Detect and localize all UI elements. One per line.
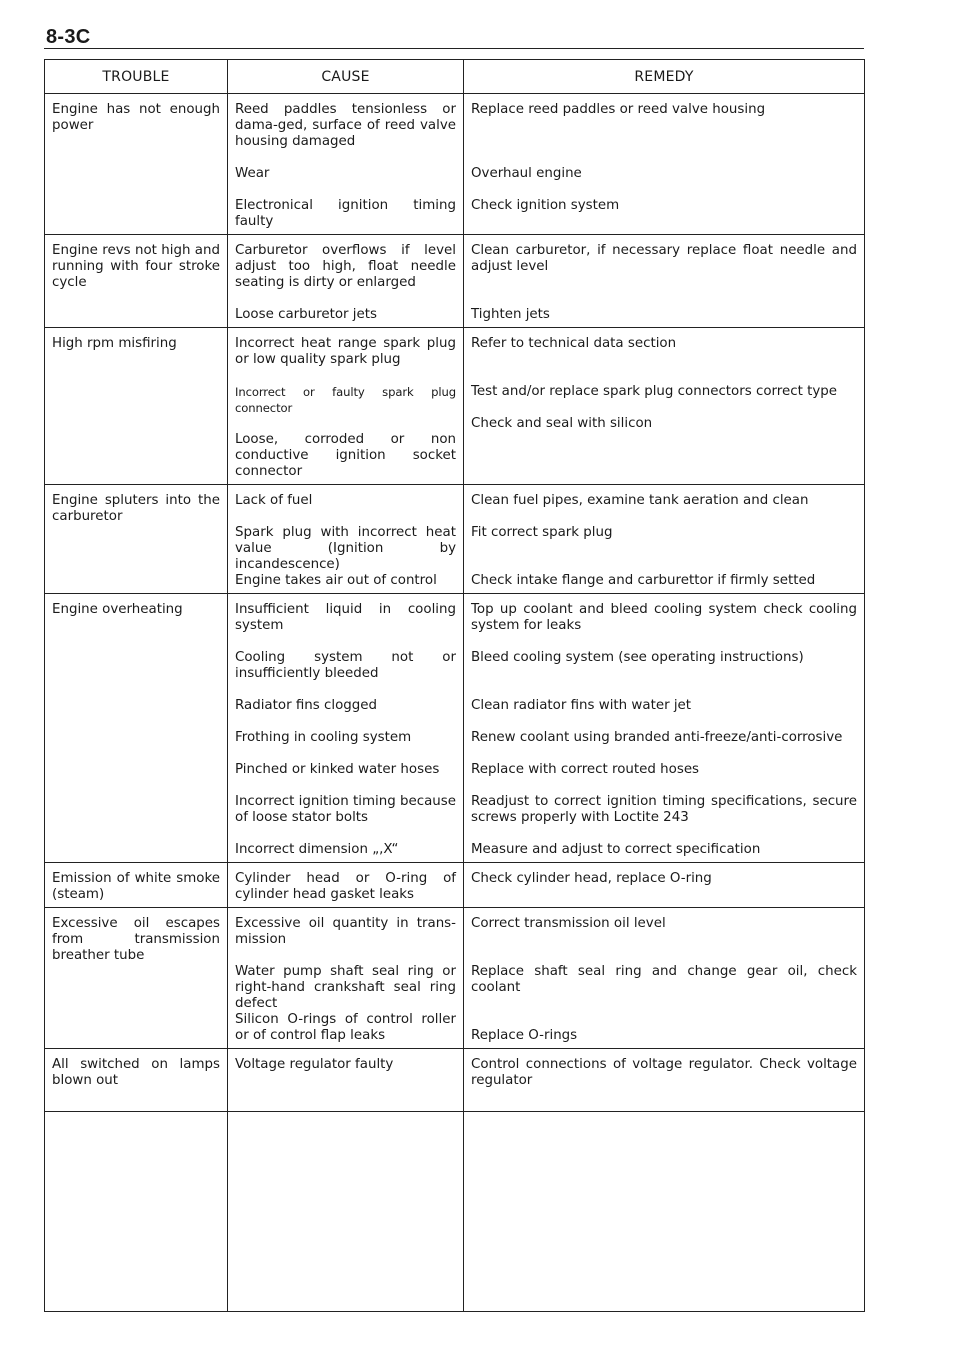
cause-cell	[228, 485, 464, 594]
cause-text: Cylinder head or O-ring of cylinder head gasket leaks	[235, 871, 456, 902]
remedy-text: Control connections of voltage regulator. Check voltage regulator	[471, 1057, 857, 1088]
empty-cell	[228, 1112, 464, 1312]
remedy-text: Bleed cooling system (see operating instructions)	[471, 650, 804, 665]
remedy-text: Check ignition system	[471, 198, 620, 213]
cause-text: Reed paddles tensionless or dama-ged, surface of reed valve housing damaged	[235, 102, 456, 149]
cause-cell	[228, 908, 464, 1049]
table-row	[45, 94, 865, 235]
table-row	[45, 235, 865, 328]
remedy-cell	[464, 485, 865, 594]
cause-text: Loose carburetor jets	[235, 307, 377, 322]
remedy-text: Replace shaft seal ring and change gear oil, check coolant	[471, 964, 857, 995]
remedy-text: Fit correct spark plug	[471, 525, 613, 540]
cause-text: Carburetor overflows if level adjust too high, float needle seating is dirty or enlarged	[235, 243, 456, 290]
remedy-text: Clean radiator fins with water jet	[471, 698, 692, 713]
remedy-cell	[464, 94, 865, 235]
cause-text: Frothing in cooling system	[235, 730, 412, 745]
cause-text: Electronical ignition timing faulty	[235, 198, 456, 229]
cause-text: Water pump shaft seal ring or right-hand crankshaft seal ring defect	[235, 964, 456, 1011]
cause-cell	[228, 94, 464, 235]
remedy-text: Clean carburetor, if necessary replace float needle and adjust level	[471, 243, 857, 274]
cause-text: Spark plug with incorrect heat value (Ignition by incandescence)	[235, 525, 456, 572]
cause-text: Incorrect dimension „,X“	[235, 842, 399, 857]
remedy-text: Readjust to correct ignition timing specifications, secure screws properly with Loctite 243	[471, 794, 857, 825]
cause-text: Incorrect or faulty spark plug connector	[235, 385, 456, 415]
remedy-text: Top up coolant and bleed cooling system check cooling system for leaks	[471, 602, 857, 633]
cause-text: Wear	[235, 166, 270, 181]
header-cause: CAUSE	[228, 60, 464, 94]
cause-text: Lack of fuel	[235, 493, 313, 508]
trouble-cell: High rpm misfiring	[45, 328, 228, 485]
cause-text: Silicon O-rings of control roller or of control flap leaks	[235, 1012, 456, 1043]
page-number: 8-3C	[46, 26, 91, 48]
header-rule	[44, 48, 864, 49]
cause-text: Cooling system not or insufficiently bleeded	[235, 650, 456, 681]
cause-text: Excessive oil quantity in trans-mission	[235, 916, 456, 947]
empty-cell	[45, 1112, 228, 1312]
remedy-cell	[464, 908, 865, 1049]
remedy-text: Check intake flange and carburettor if firmly setted	[471, 573, 816, 588]
remedy-text: Renew coolant using branded anti-freeze/anti-corrosive	[471, 730, 843, 745]
remedy-text: Check and seal with silicon	[471, 416, 653, 431]
cause-text: Pinched or kinked water hoses	[235, 762, 440, 777]
cause-cell	[228, 328, 464, 485]
remedy-cell	[464, 1049, 865, 1112]
trouble-cell: Excessive oil escapes from transmission breather tube	[45, 908, 228, 1049]
cause-cell	[228, 863, 464, 908]
cause-text: Radiator fins clogged	[235, 698, 378, 713]
header-remedy: REMEDY	[464, 60, 865, 94]
remedy-text: Test and/or replace spark plug connectors correct type	[471, 384, 838, 399]
remedy-text: Refer to technical data section	[471, 336, 677, 351]
remedy-cell	[464, 863, 865, 908]
table-row	[45, 863, 865, 908]
trouble-cell: Engine overheating	[45, 594, 228, 863]
trouble-cell: All switched on lamps blown out	[45, 1049, 228, 1112]
cause-text: Incorrect heat range spark plug or low quality spark plug	[235, 336, 456, 367]
remedy-text: Replace O-rings	[471, 1028, 578, 1043]
remedy-cell	[464, 235, 865, 328]
remedy-text: Clean fuel pipes, examine tank aeration and clean	[471, 493, 809, 508]
remedy-text: Overhaul engine	[471, 166, 582, 181]
trouble-cell: Engine revs not high and running with four stroke cycle	[45, 235, 228, 328]
cause-text: Loose, corroded or non conductive ignition socket connector	[235, 432, 456, 479]
empty-cell	[464, 1112, 865, 1312]
header-trouble: TROUBLE	[45, 60, 228, 94]
remedy-text: Replace with correct routed hoses	[471, 762, 700, 777]
cause-text: Insufficient liquid in cooling system	[235, 602, 456, 633]
remedy-text: Check cylinder head, replace O-ring	[471, 871, 712, 886]
remedy-cell	[464, 328, 865, 485]
table-row	[45, 594, 865, 863]
cause-cell	[228, 235, 464, 328]
remedy-text: Tighten jets	[471, 307, 550, 322]
table-row	[45, 328, 865, 485]
table-header-row	[45, 60, 865, 94]
table-row	[45, 485, 865, 594]
trouble-cell: Engine has not enough power	[45, 94, 228, 235]
cause-text: Incorrect ignition timing because of loose stator bolts	[235, 794, 456, 825]
trouble-cell: Engine spluters into the carburetor	[45, 485, 228, 594]
cause-cell	[228, 594, 464, 863]
cause-text: Engine takes air out of control	[235, 573, 437, 588]
remedy-text: Correct transmission oil level	[471, 916, 666, 931]
remedy-text: Measure and adjust to correct specification	[471, 842, 761, 857]
cause-text: Voltage regulator faulty	[235, 1057, 394, 1072]
remedy-text: Replace reed paddles or reed valve housing	[471, 102, 766, 117]
table-row	[45, 908, 865, 1049]
remedy-cell	[464, 594, 865, 863]
trouble-cell: Emission of white smoke (steam)	[45, 863, 228, 908]
troubleshooting-table	[44, 59, 865, 1312]
table-row	[45, 1049, 865, 1112]
cause-cell	[228, 1049, 464, 1112]
empty-table-row	[45, 1112, 865, 1312]
